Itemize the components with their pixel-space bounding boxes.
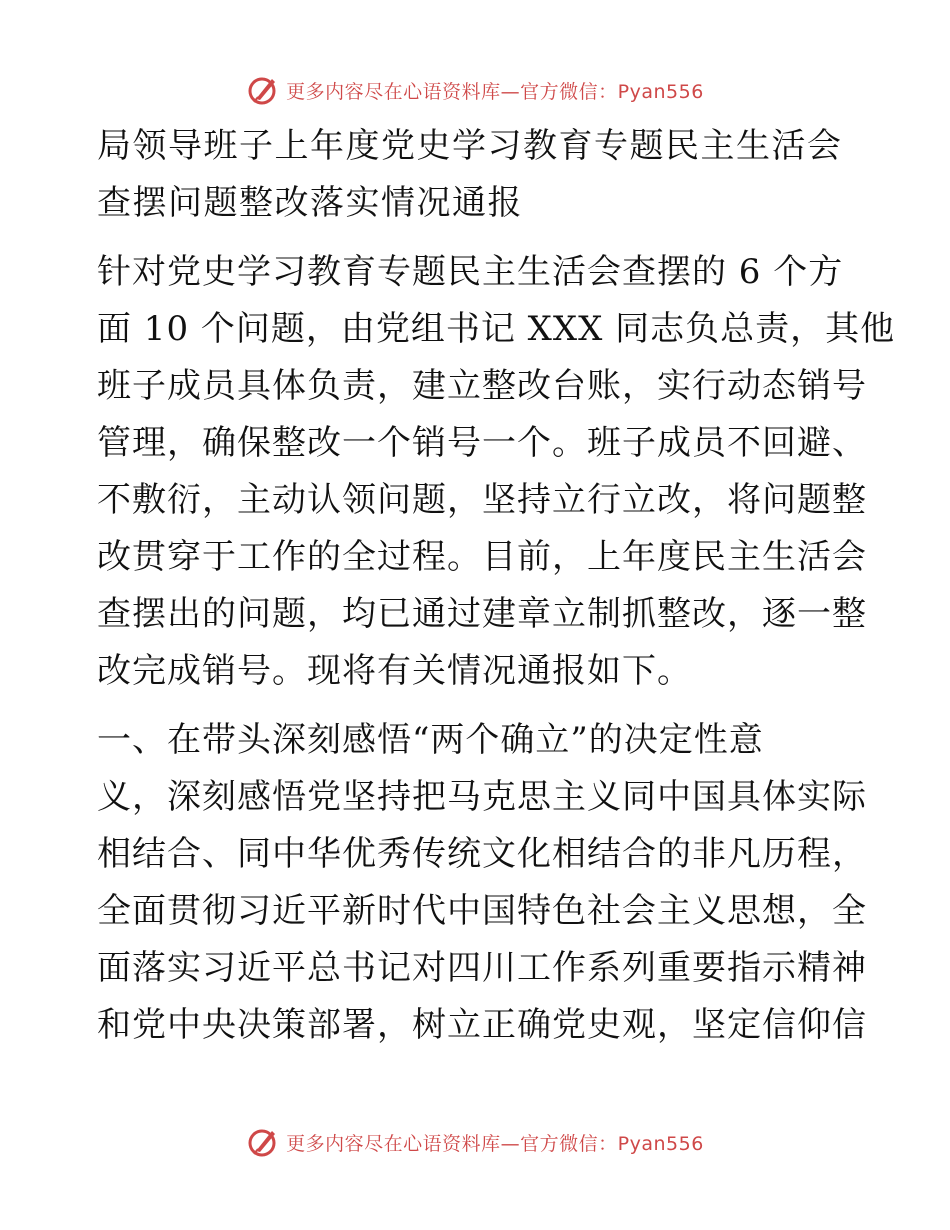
paragraph-line: 和党中央决策部署，树立正确党史观，坚定信仰信 bbox=[97, 1005, 867, 1045]
header-watermark-banner bbox=[0, 70, 950, 110]
paragraph-line: 义，深刻感悟党坚持把马克思主义同中国具体实际 bbox=[97, 777, 867, 817]
paragraph-line: 改完成销号。现将有关情况通报如下。 bbox=[97, 651, 692, 691]
header-watermark-text: 更多内容尽在心语资料库—官方微信：Pyan556 bbox=[286, 80, 704, 103]
feather-pen-logo-icon bbox=[246, 1125, 280, 1159]
paragraph-line: 全面贯彻习近平新时代中国特色社会主义思想，全 bbox=[97, 891, 867, 931]
title-line: 局领导班子上年度党史学习教育专题民主生活会 bbox=[97, 126, 843, 166]
title-line: 查摆问题整改落实情况通报 bbox=[97, 183, 523, 223]
paragraph-line: 管理，确保整改一个销号一个。班子成员不回避、 bbox=[97, 423, 867, 463]
paragraph-line: 相结合、同中华优秀传统文化相结合的非凡历程， bbox=[97, 834, 867, 874]
intro-paragraph bbox=[97, 244, 896, 700]
paragraph-line: 面 10 个问题，由党组书记 XXX 同志负总责，其他 bbox=[97, 309, 896, 349]
paragraph-line: 面落实习近平总书记对四川工作系列重要指示精神 bbox=[97, 948, 867, 988]
paragraph-line: 不敷衍，主动认领问题，坚持立行立改，将问题整 bbox=[97, 480, 867, 520]
footer-watermark-text: 更多内容尽在心语资料库—官方微信：Pyan556 bbox=[286, 1132, 704, 1155]
paragraph-line: 一、在带头深刻感悟“两个确立”的决定性意 bbox=[97, 720, 764, 760]
paragraph-line: 改贯穿于工作的全过程。目前，上年度民主生活会 bbox=[97, 537, 867, 577]
section-one-paragraph bbox=[97, 712, 867, 1054]
feather-pen-logo-icon bbox=[246, 73, 280, 107]
paragraph-line: 针对党史学习教育专题民主生活会查摆的 6 个方 bbox=[97, 252, 844, 292]
paragraph-line: 查摆出的问题，均已通过建章立制抓整改，逐一整 bbox=[97, 594, 867, 634]
document-body bbox=[97, 118, 896, 1066]
paragraph-line: 班子成员具体负责，建立整改台账，实行动态销号 bbox=[97, 366, 867, 406]
document-title bbox=[97, 118, 857, 232]
footer-watermark-banner bbox=[0, 1122, 950, 1162]
